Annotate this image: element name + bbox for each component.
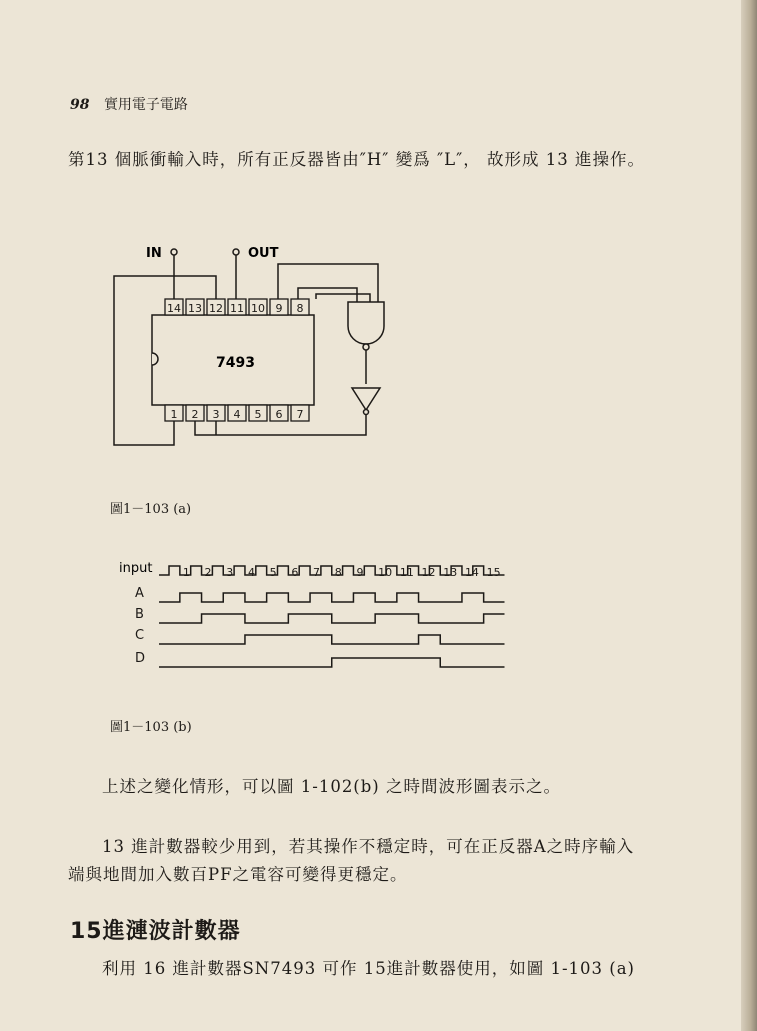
pin-number: 10	[251, 302, 265, 315]
signal-waveform	[159, 658, 505, 667]
pin-number: 1	[170, 408, 178, 421]
pulse-number: 7	[313, 566, 321, 579]
input-label: input	[119, 561, 153, 576]
pulse-number: 13	[443, 566, 458, 579]
signal-label: B	[135, 607, 144, 622]
circuit-diagram	[100, 240, 400, 455]
out-label: OUT	[248, 246, 279, 261]
in-label: IN	[146, 246, 162, 261]
pin-number: 11	[230, 302, 244, 315]
signal-label: A	[135, 586, 144, 601]
signal-label: D	[135, 651, 146, 666]
figure-b-caption: 圖1－103 (b)	[110, 720, 192, 735]
signal-waveform	[159, 614, 505, 623]
page-edge	[741, 0, 757, 1031]
pulse-number: 15	[486, 566, 501, 579]
pulse-number: 5	[269, 566, 277, 579]
pulse-number: 1	[182, 566, 190, 579]
pulse-number: 4	[247, 566, 255, 579]
page-number: 98	[70, 97, 90, 113]
signal-waveform	[159, 635, 505, 644]
timing-diagram	[115, 558, 525, 678]
paragraph-15-counter: 利用 16 進計數器SN7493 可作 15進計數器使用，如圖 1-103 (a)	[102, 959, 635, 978]
pulse-number: 3	[226, 566, 234, 579]
pin-number: 13	[188, 302, 202, 315]
paragraph-timing: 上述之變化情形，可以圖 1-102(b) 之時間波形圖表示之。	[102, 777, 561, 796]
pin-number: 6	[275, 408, 283, 421]
pin-number: 4	[233, 408, 241, 421]
pulse-number: 2	[204, 566, 212, 579]
book-title: 實用電子電路	[103, 97, 188, 113]
signal-waveform	[159, 593, 505, 602]
pin-number: 9	[275, 302, 283, 315]
chip-label: 7493	[216, 355, 255, 371]
figure-a-caption: 圖1－103 (a)	[110, 502, 192, 517]
page-header	[70, 94, 188, 114]
pulse-number: 14	[464, 566, 479, 579]
paragraph-stability: 13 進計數器較少用到，若其操作不穩定時，可在正反器A之時序輸入端與地間加入數百PF之電容可變得更穩定。	[68, 837, 635, 884]
pin-number: 5	[254, 408, 262, 421]
pin-number: 12	[209, 302, 223, 315]
section-title: 15進漣波計數器	[70, 919, 241, 944]
pin-number: 7	[296, 408, 304, 421]
pulse-number: 11	[399, 566, 414, 579]
pulse-number: 12	[421, 566, 436, 579]
pulse-number: 6	[291, 566, 299, 579]
pulse-number: 9	[356, 566, 364, 579]
intro-paragraph: 第13 個脈衝輸入時，所有正反器皆由″H″ 變爲 ″L″， 故形成 13 進操作。	[68, 150, 645, 169]
pin-number: 3	[212, 408, 220, 421]
pin-number: 2	[191, 408, 199, 421]
pulse-number: 8	[334, 566, 342, 579]
signal-label: C	[135, 628, 145, 643]
nand-gate	[348, 302, 384, 344]
inverter-gate	[352, 388, 380, 410]
pin-number: 14	[167, 302, 181, 315]
pin-number: 8	[296, 302, 304, 315]
pulse-number: 10	[378, 566, 393, 579]
